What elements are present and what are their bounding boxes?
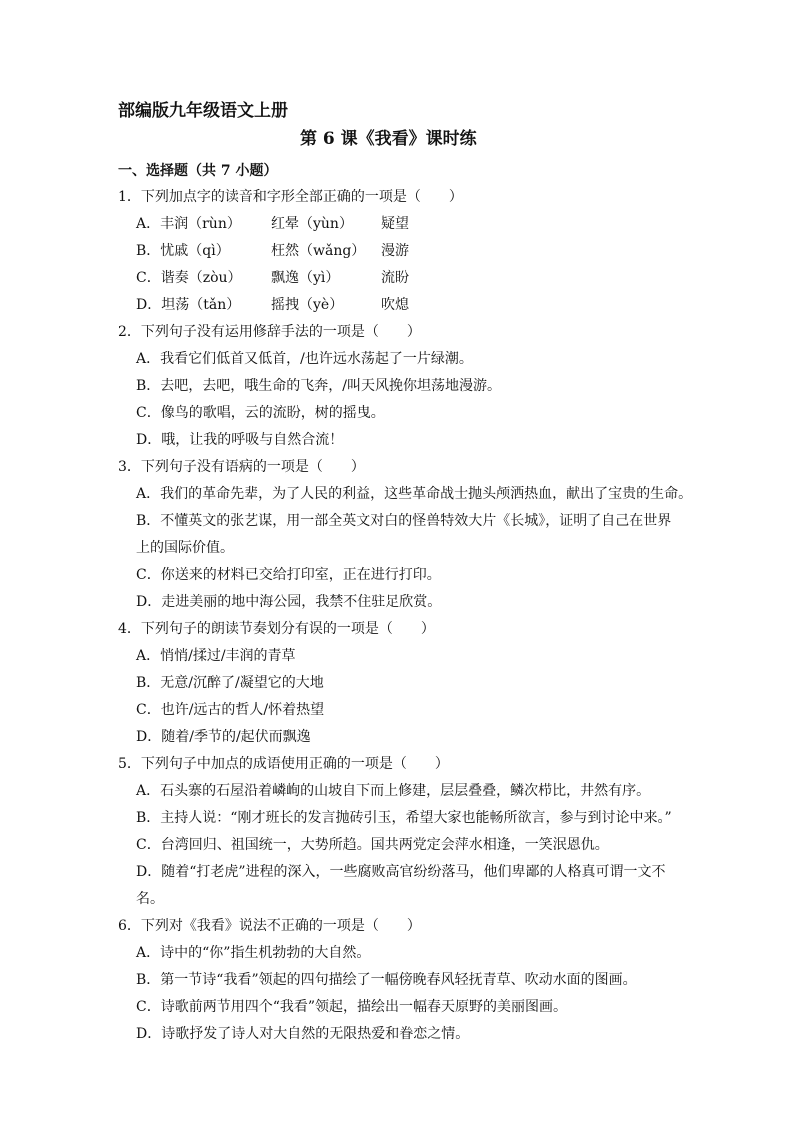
question-stem: 4．下列句子的朗读节奏划分有误的一项是（ ）	[118, 621, 435, 637]
answer-option: C．像鸟的歌唱，云的流盼，树的摇曳。	[136, 405, 385, 421]
option-list	[118, 481, 693, 616]
answer-option: A．悄悄/揉过/丰润的青草	[136, 648, 296, 664]
question-item	[118, 913, 684, 1048]
answer-option: C．诗歌前两节用四个“我看”领起，描绘出一幅春天原野的美丽图画。	[136, 999, 568, 1015]
option-word: 枉然（wǎng）	[271, 243, 366, 259]
answer-option: D．随着“打老虎”进程的深入，一些腐败高官纷纷落马，他们卑鄙的人格真可谓一文不名。	[136, 864, 666, 907]
question-stem: 1．下列加点字的读音和字形全部正确的一项是（ ）	[118, 189, 463, 205]
answer-option	[118, 265, 684, 292]
answer-option: B．去吧，去吧，哦生命的飞奔，/叫天风挽你坦荡地漫游。	[136, 378, 502, 394]
question-stem: 5．下列句子中加点的成语使用正确的一项是（ ）	[118, 756, 449, 772]
answer-option	[118, 211, 684, 238]
answer-option	[118, 238, 684, 265]
option-list	[118, 778, 684, 913]
answer-option: A．我看它们低首又低首，/也许远水荡起了一片绿潮。	[136, 351, 473, 367]
option-word: 红晕（yùn）	[271, 216, 353, 232]
question-stem: 2．下列句子没有运用修辞手法的一项是（ ）	[118, 324, 421, 340]
answer-option: B．主持人说：“刚才班长的发言抛砖引玉，希望大家也能畅所欲言，参与到讨论中来。”	[136, 810, 672, 826]
document-series-title: 部编版九年级语文上册	[118, 101, 288, 121]
option-list	[118, 346, 684, 454]
answer-option: D．诗歌抒发了诗人对大自然的无限热爱和眷恋之情。	[136, 1026, 470, 1042]
answer-option: A．我们的革命先辈，为了人民的利益，这些革命战士抛头颅洒热血，献出了宝贵的生命。	[136, 486, 693, 502]
answer-option: B．无意/沉醉了/凝望它的大地	[136, 675, 324, 691]
answer-option: C．也许/远古的哲人/怀着热望	[136, 702, 325, 718]
question-item	[118, 616, 684, 751]
option-word: C．谐奏（zòu）	[136, 270, 242, 286]
answer-option: D．哦，让我的呼吸与自然合流！	[136, 432, 344, 448]
option-list	[118, 211, 684, 319]
document-lesson-title: 第 6 课《我看》课时练	[300, 129, 477, 149]
answer-option: C．你送来的材料已交给打印室，正在进行打印。	[136, 567, 441, 583]
answer-option: A．诗中的“你”指生机勃勃的大自然。	[136, 945, 371, 961]
question-item	[118, 454, 693, 616]
answer-option: D．走进美丽的地中海公园，我禁不住驻足欣赏。	[136, 594, 442, 610]
option-list	[118, 643, 684, 751]
question-item	[118, 751, 684, 913]
question-item	[118, 319, 684, 454]
option-word: 摇拽（yè）	[271, 297, 344, 313]
option-word: 飘逸（yì）	[271, 270, 340, 286]
option-word: B．忧戚（qì）	[136, 243, 230, 259]
question-stem: 3．下列句子没有语病的一项是（ ）	[118, 459, 365, 475]
answer-option: C．台湾回归、祖国统一，大势所趋。国共两党定会萍水相逢，一笑泯恩仇。	[136, 837, 609, 853]
option-word: 流盼	[381, 270, 409, 286]
option-word: 漫游	[381, 243, 409, 259]
question-stem: 6．下列对《我看》说法不正确的一项是（ ）	[118, 918, 421, 934]
option-word: D．坦荡（tǎn）	[136, 297, 241, 313]
section-heading: 一、选择题（共 7 小题）	[118, 163, 278, 179]
answer-option: B．不懂英文的张艺谋，用一部全英文对白的怪兽特效大片《长城》，证明了自己在世界上的国际价值。	[136, 513, 672, 556]
question-list	[118, 184, 693, 1048]
answer-option: D．随着/季节的/起伏而飘逸	[136, 729, 311, 745]
answer-option	[118, 292, 684, 319]
option-list	[118, 940, 684, 1048]
option-word: 吹熄	[381, 297, 409, 313]
option-word: 疑望	[381, 216, 409, 232]
answer-option: B．第一节诗“我看”领起的四句描绘了一幅傍晚春风轻抚青草、吹动水面的图画。	[136, 972, 637, 988]
question-item	[118, 184, 684, 319]
option-word: A．丰润（rùn）	[136, 216, 241, 232]
answer-option: A．石头寨的石屋沿着嶙峋的山坡自下而上修建，层层叠叠，鳞次栉比，井然有序。	[136, 783, 651, 799]
